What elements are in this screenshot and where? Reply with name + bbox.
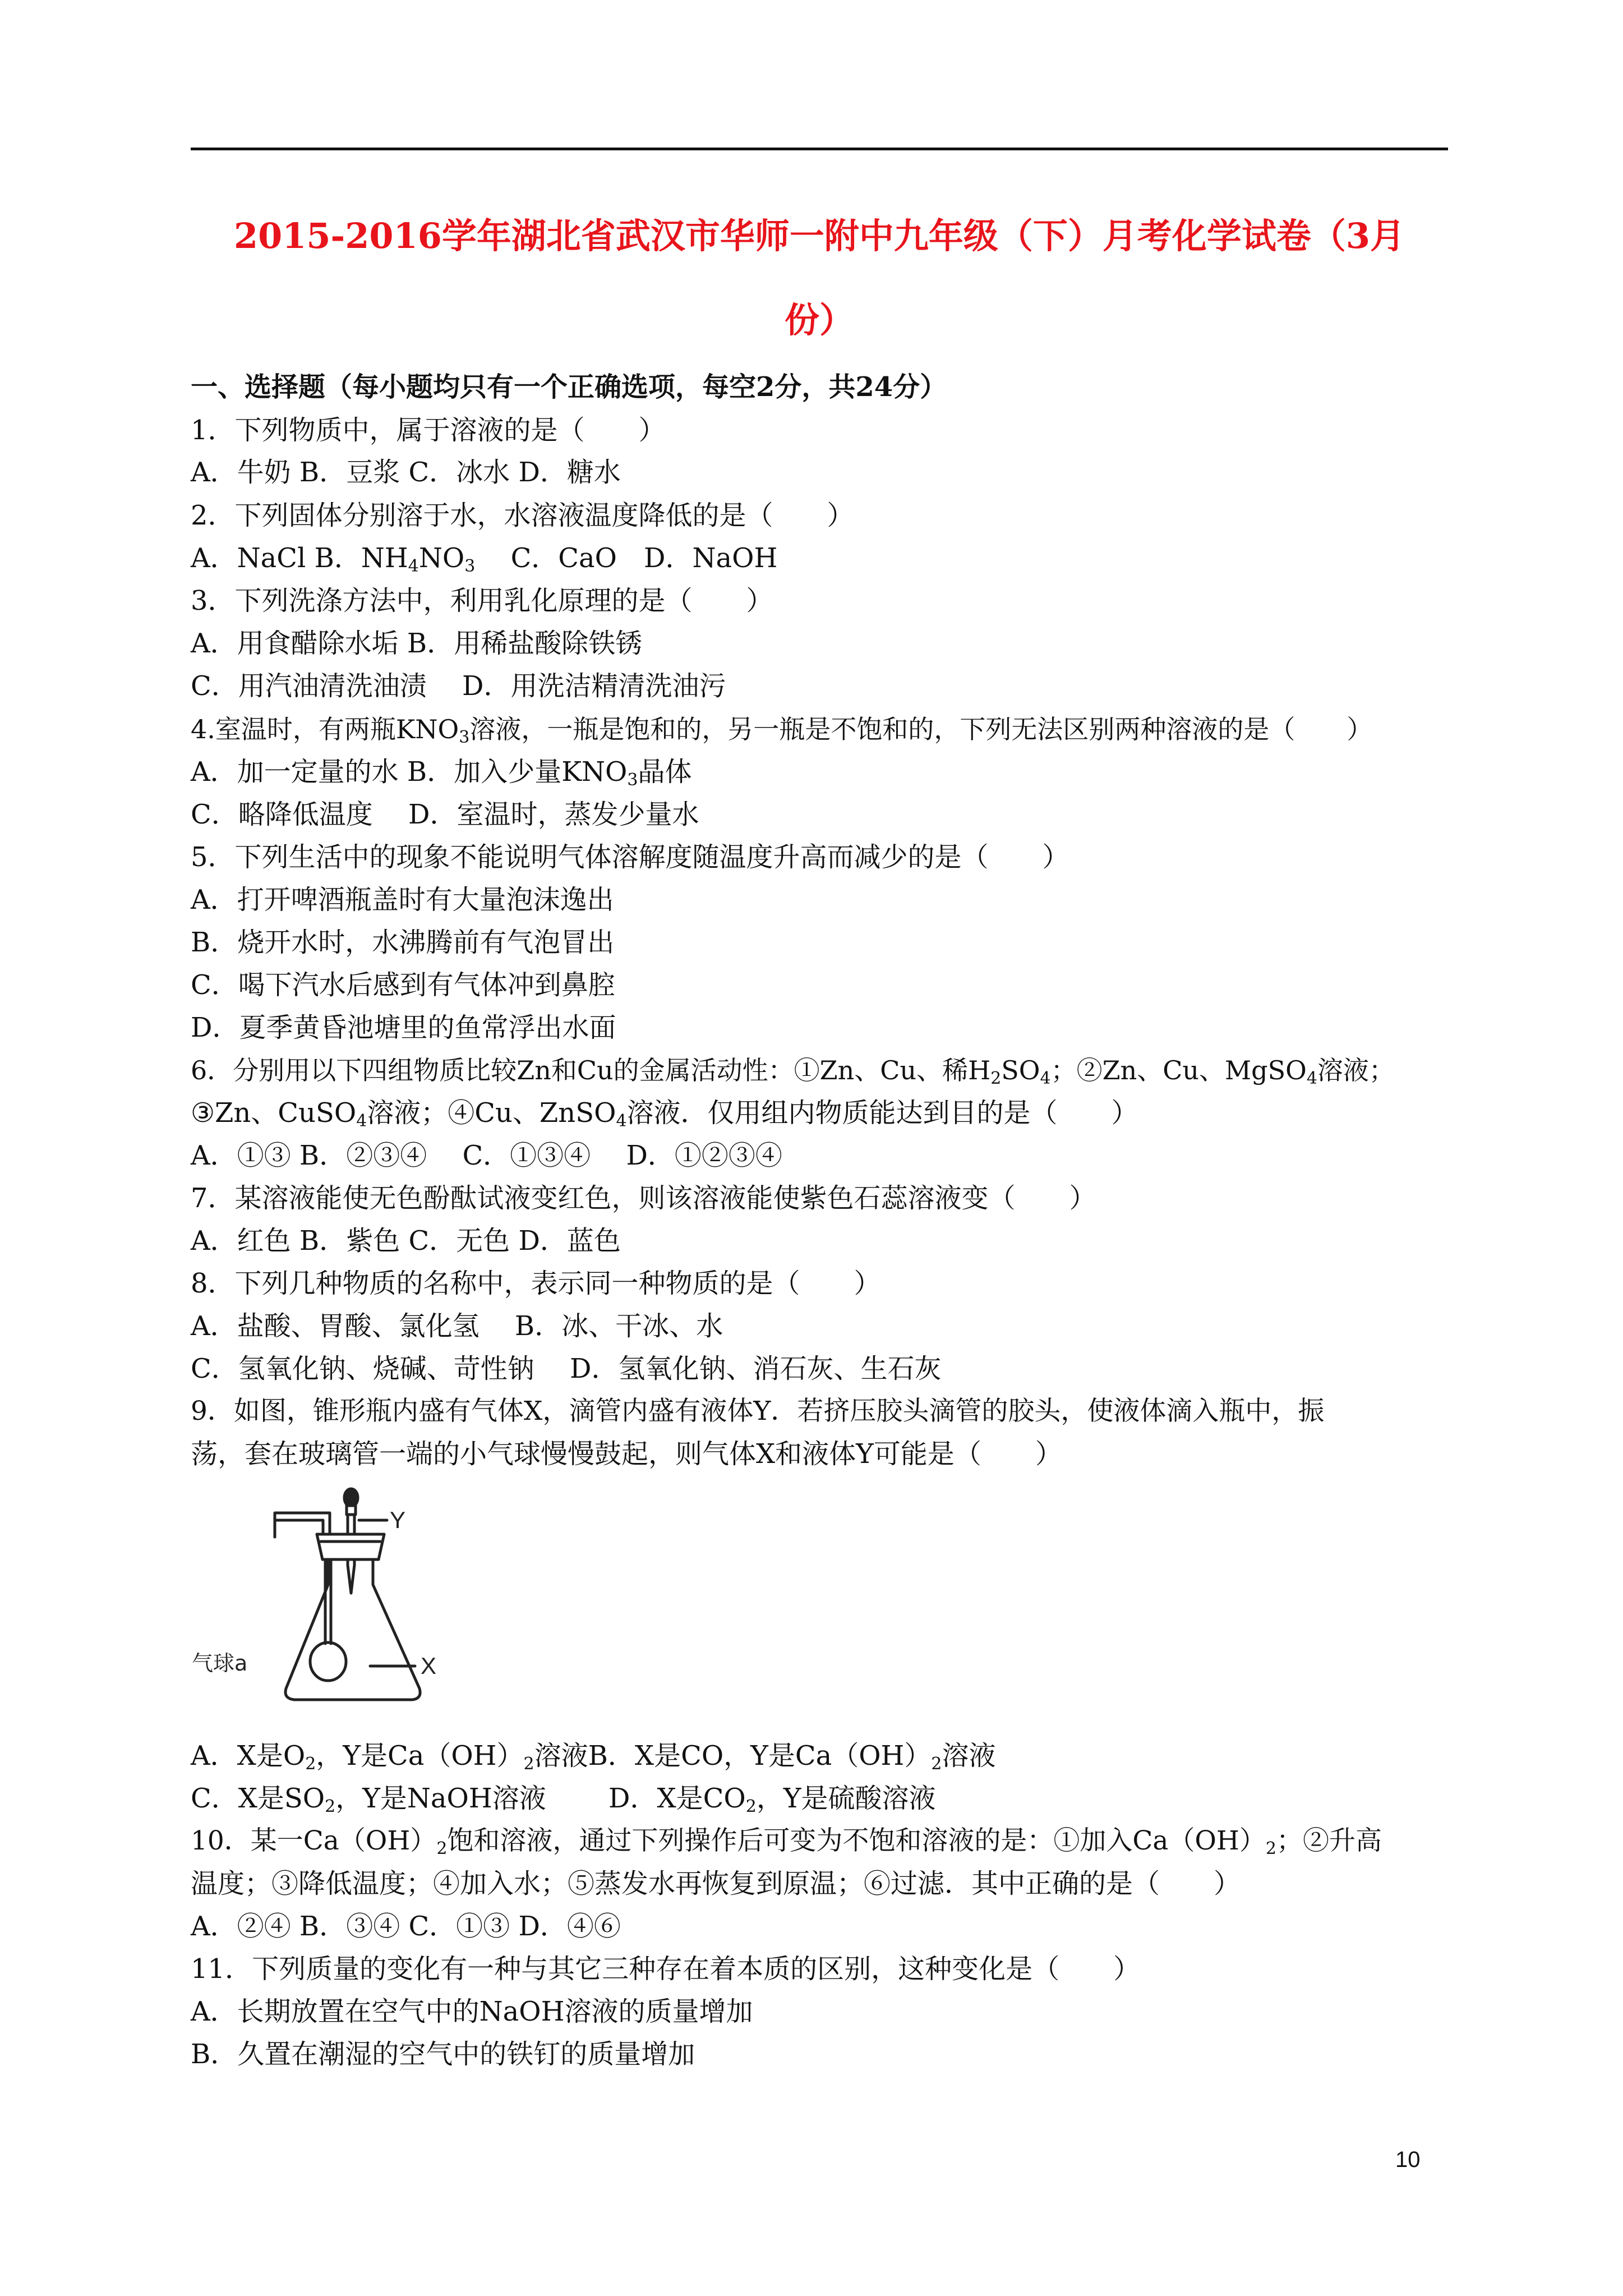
q4-options-2: C．略降低温度 D．室温时，蒸发少量水: [191, 799, 699, 830]
figure-label-y: Y: [390, 1507, 406, 1533]
q6-stem-line2: ③Zn、CuSO$_4$溶液；④Cu、ZnSO$_4$溶液．仅用组内物质能达到目的是（ ）: [191, 1097, 1138, 1131]
q3-stem: 3．下列洗涤方法中，利用乳化原理的是（ ）: [191, 585, 773, 616]
q5-option-c: C．喝下汽水后感到有气体冲到鼻腔: [191, 969, 615, 1001]
q1-stem: 1．下列物质中，属于溶液的是（ ）: [191, 415, 666, 446]
q11-option-a: A．长期放置在空气中的NaOH溶液的质量增加: [191, 1996, 753, 2027]
q8-options-2: C．氢氧化钠、烧碱、苛性钠 D．氢氧化钠、消石灰、生石灰: [191, 1353, 942, 1384]
q5-option-a: A．打开啤酒瓶盖时有大量泡沫逸出: [191, 884, 614, 915]
q8-options-1: A．盐酸、胃酸、氯化氢 B．冰、干冰、水: [191, 1310, 723, 1342]
q9-stem-line2: 荡，套在玻璃管一端的小气球慢慢鼓起，则气体X和液体Y可能是（ ）: [191, 1438, 1062, 1470]
q9-options-2: C．X是$SO_2$，Y是NaOH溶液 D．X是$CO_2$，Y是硫酸溶液: [191, 1783, 936, 1816]
q10-stem-line1: 10．某一$Ca(OH)_2$饱和溶液，通过下列操作后可变为不饱和溶液的是：①加入$Ca(OH)_2$；②升高: [191, 1825, 1382, 1858]
exam-title-line1: 2015-2016学年湖北省武汉市华师一附中九年级（下）月考化学试卷（3月: [234, 215, 1405, 256]
q3-options-2: C．用汽油清洗油渍 D．用洗洁精清洗油污: [191, 670, 726, 702]
q4-options-1: A．加一定量的水 B．加入少量$KNO_3$晶体: [191, 756, 692, 790]
q7-options: A．红色 B．紫色 C．无色 D．蓝色: [191, 1225, 621, 1257]
q3-options-1: A．用食醋除水垢 B．用稀盐酸除铁锈: [191, 628, 643, 659]
q9-apparatus-figure: [191, 1481, 482, 1717]
q11-stem: 11．下列质量的变化有一种与其它三种存在着本质的区别，这种变化是（ ）: [191, 1953, 1141, 1985]
q9-options-1: A．X是$O_2$，Y是$Ca(OH)_2$溶液B．X是CO，Y是$Ca(OH)_2$溶液: [191, 1740, 996, 1774]
q2-options: A．NaCl B．$NH_4NO_3$ C．CaO D．NaOH: [191, 542, 778, 576]
q2-stem: 2．下列固体分别溶于水，水溶液温度降低的是（ ）: [191, 500, 854, 531]
section-heading: 一、选择题（每小题均只有一个正确选项，每空2分，共24分）: [191, 371, 947, 403]
q1-options: A．牛奶 B．豆浆 C．冰水 D．糖水: [191, 457, 621, 488]
q9-stem-line1: 9．如图，锥形瓶内盛有气体X，滴管内盛有液体Y．若挤压胶头滴管的胶头，使液体滴入瓶中，振: [191, 1396, 1325, 1427]
q5-option-b: B．烧开水时，水沸腾前有气泡冒出: [191, 927, 615, 958]
q11-option-b: B．久置在潮湿的空气中的铁钉的质量增加: [191, 2039, 695, 2070]
q10-stem-line2: 温度；③降低温度；④加入水；⑤蒸发水再恢复到原温；⑥过滤．其中正确的是（ ）: [191, 1868, 1241, 1899]
q6-options: A．①③ B．②③④ C．①③④ D．①②③④: [191, 1140, 782, 1171]
page-number: 10: [1395, 2147, 1421, 2172]
figure-label-x: X: [421, 1653, 437, 1679]
q8-stem: 8．下列几种物质的名称中，表示同一种物质的是（ ）: [191, 1268, 881, 1299]
q6-stem-line1: 6．分别用以下四组物质比较Zn和Cu的金属活动性：①Zn、Cu、稀$H_2SO_4$；②Zn、Cu、MgSO$_4$溶液；: [191, 1055, 1395, 1088]
exam-title-line2: 份）: [784, 300, 854, 341]
q5-option-d: D．夏季黄昏池塘里的鱼常浮出水面: [191, 1012, 616, 1043]
q10-options: A．②④ B．③④ C．①③ D．④⑥: [191, 1911, 621, 1942]
header-rule: [191, 148, 1448, 150]
q7-stem: 7．某溶液能使无色酚酞试液变红色，则该溶液能使紫色石蕊溶液变（ ）: [191, 1182, 1096, 1214]
q5-stem: 5．下列生活中的现象不能说明气体溶解度随温度升高而减少的是（ ）: [191, 841, 1069, 873]
q4-stem: 4.室温时，有两瓶$KNO_3$溶液，一瓶是饱和的，另一瓶是不饱和的，下列无法区别两种溶液的是（ ）: [191, 714, 1373, 747]
figure-label-balloon: 气球a: [192, 1651, 248, 1676]
